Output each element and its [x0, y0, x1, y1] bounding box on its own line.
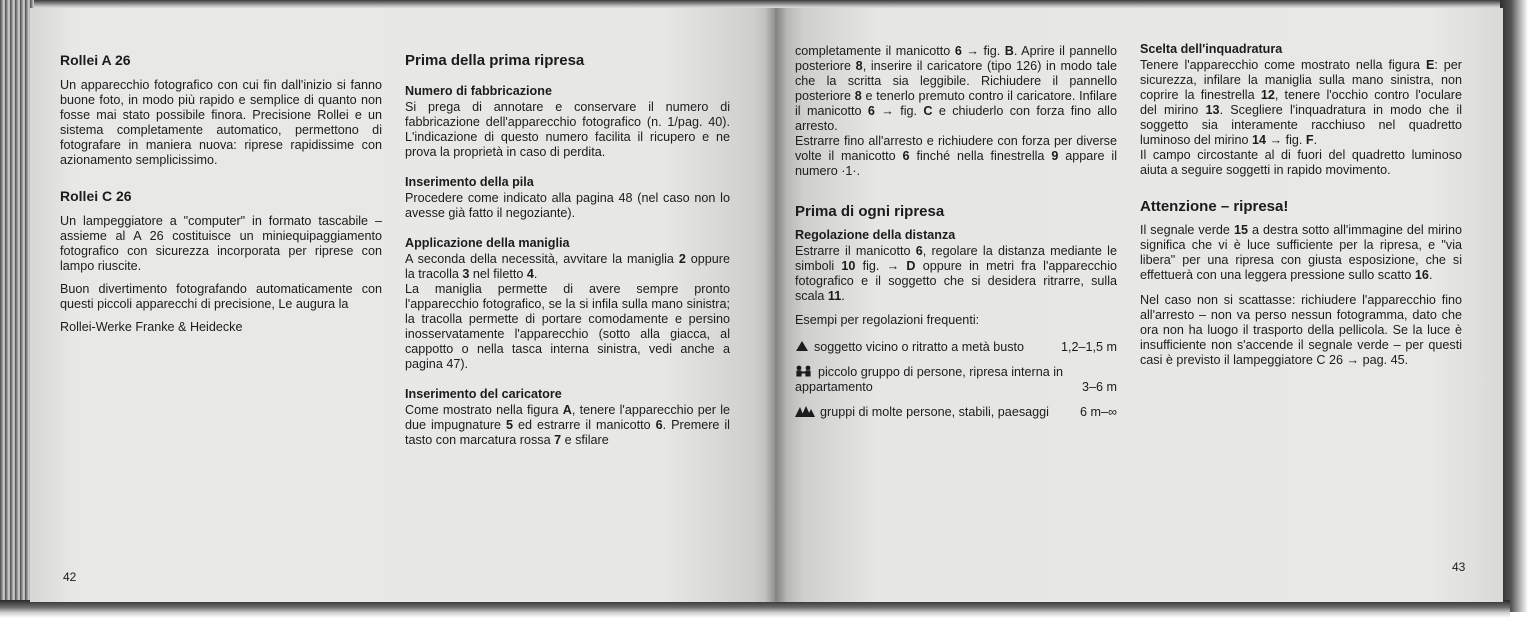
paragraph: Un apparecchio fotografico con cui fin dall'inizio si fanno buone foto, in modo più rapido e semplice di quanto non fosse mai stato possibile finora. Precisione Rollei e un sistema completamente automatico, permettono di fotografare in maniera nuova: riprese rapidissime con azionamento semplicissimo. — [60, 78, 382, 167]
subsection-battery — [405, 175, 730, 221]
subsection-title: Scelta dell'inquadratura — [1140, 42, 1283, 56]
paragraph: Un lampeggiatore a "computer" in formato tascabile – assieme al A 26 costituisce un miniequipaggiamento fotografico con sicurezza incorporata per riprese con lampo riuscite. — [60, 214, 382, 273]
right-column-1 — [795, 44, 1117, 420]
distance-example-near — [795, 340, 1117, 355]
section-title: Prima della prima ripresa — [405, 52, 585, 69]
subsection-title: Inserimento del caricatore — [405, 387, 562, 401]
signature-line: Rollei-Werke Franke & Heidecke — [60, 320, 243, 334]
examples-intro: Esempi per regolazioni frequenti: — [795, 313, 980, 327]
paragraph: completamente il manicotto 6 → fig. B. Aprire il pannello posteriore 8, inserire il caricatore (tipo 126) in modo tale che la scritta sia leggibile. Richiudere il pannello posteriore 8 e tenerlo premuto contro il caricatore. Infilare il manicotto 6 → fig. C e chiuderlo con forza fino allo arresto. — [795, 44, 1118, 133]
book-left-page-edges — [0, 0, 34, 612]
page-number: 43 — [1452, 560, 1466, 574]
example-value: 1,2–1,5 m — [1060, 340, 1117, 354]
book-bottom-edge — [0, 600, 1510, 618]
distance-example-landscape — [795, 405, 1117, 420]
paragraph: Nel caso non si scattasse: richiudere l'apparecchio fino all'arresto – non va perso nessun fotogramma, dato che ora non ha luogo il trasporto della pellicola. Se la luce è insufficiente non s'accende il segnale verde – per questi casi è previsto il lampeggiatore C 26 → pag. 45. — [1140, 293, 1462, 367]
left-column-2 — [405, 52, 730, 448]
subsection-title: Numero di fabbricazione — [405, 84, 552, 98]
subsection-title: Inserimento della pila — [405, 175, 534, 189]
paragraph: La maniglia permette di avere sempre pronto l'apparecchio fotografico, se la si infila sulla mano sinistra; la tracolla permette di portare comodamente e persino inosservatamente l'apparecchio (sotto alla giacca, al cappotto o nella tasca interna sinistra, vedi anche a pagina 47). — [405, 282, 730, 371]
left-column-1 — [60, 52, 382, 335]
paragraph: Estrarre il manicotto 6, regolare la distanza mediante le simboli 10 fig. → D oppure in metri fra l'apparecchio fotografico e il soggetto che si desidera ritrarre, sulla scala 11. — [795, 244, 1117, 303]
page-number: 42 — [63, 570, 77, 584]
paragraph: Il campo circostante al di fuori del quadretto luminoso aiuta a seguire soggetti in rapido movimento. — [1140, 148, 1462, 177]
paragraph: Come mostrato nella figura A, tenere l'apparecchio per le due impugnature 5 ed estrarre il manicotto 6. Premere il tasto con marcatura rossa 7 e sfilare — [405, 403, 730, 447]
large-group-icon — [795, 405, 815, 417]
section-title: Attenzione – ripresa! — [1140, 198, 1289, 215]
paragraph: Buon divertimento fotografando automaticamente con questi piccoli apparecchi di precisione, Le augura la — [60, 282, 382, 311]
example-value: 3–6 m — [1081, 380, 1117, 394]
example-value: 6 m–∞ — [1080, 405, 1117, 419]
book-right-page-edges — [1500, 0, 1528, 612]
example-label: soggetto vicino o ritratto a metà busto — [814, 340, 1025, 354]
subsection-cartridge — [405, 387, 730, 448]
section-title: Rollei C 26 — [60, 188, 132, 204]
small-group-icon — [795, 365, 813, 377]
paragraph: A seconda della necessità, avvitare la maniglia 2 oppure la tracolla 3 nel filetto 4. — [405, 252, 731, 281]
paragraph: Tenere l'apparecchio come mostrato nella figura E: per sicurezza, infilare la maniglia sulla mano sinistra, non coprire la finestrella 12, tenere l'occhio contro l'oculare del mirino 13. Scegliere l'inquadratura in modo che il soggetto sia interamente racchiuso nel quadretto luminoso del mirino 14 → fig. F. — [1140, 58, 1463, 147]
subsection-handle — [405, 236, 730, 372]
section-title: Rollei A 26 — [60, 52, 131, 68]
subsection-title: Applicazione della maniglia — [405, 236, 570, 250]
paragraph: Il segnale verde 15 a destra sotto all'immagine del mirino significa che vi è luce sufficiente per la ripresa, e "via libera" per una ripresa con giusta esposizione, che si effettuerà con una leggera pressione sullo scatto 16. — [1140, 223, 1462, 282]
paragraph: Si prega di annotare e conservare il numero di fabbricazione dell'apparecchio fotografico (n. 1/pag. 40). L'indicazione di questo numero facilita il ricupero e ne prova la proprietà in caso di perdita. — [405, 100, 730, 159]
distance-example-small-group — [795, 365, 1117, 395]
example-label: piccolo gruppo di persone, ripresa interna in appartamento — [795, 365, 1064, 394]
section-rollei-c26 — [60, 188, 382, 335]
right-column-2 — [1140, 42, 1462, 368]
subsection-serial-number — [405, 84, 730, 160]
book-gutter — [765, 8, 787, 602]
single-person-icon — [795, 340, 809, 352]
subsection-title: Regolazione della distanza — [795, 228, 956, 242]
paragraph: Estrarre fino all'arresto e richiudere con forza per diverse volte il manicotto 6 finché nella finestrella 9 appare il numero ·1·. — [795, 134, 1118, 178]
paragraph: Procedere come indicato alla pagina 48 (nel caso non lo avesse già fatto il negoziante). — [405, 191, 730, 220]
example-label: gruppi di molte persone, stabili, paesaggi — [820, 405, 1049, 419]
section-rollei-a26 — [60, 52, 382, 168]
section-title: Prima di ogni ripresa — [795, 203, 945, 220]
